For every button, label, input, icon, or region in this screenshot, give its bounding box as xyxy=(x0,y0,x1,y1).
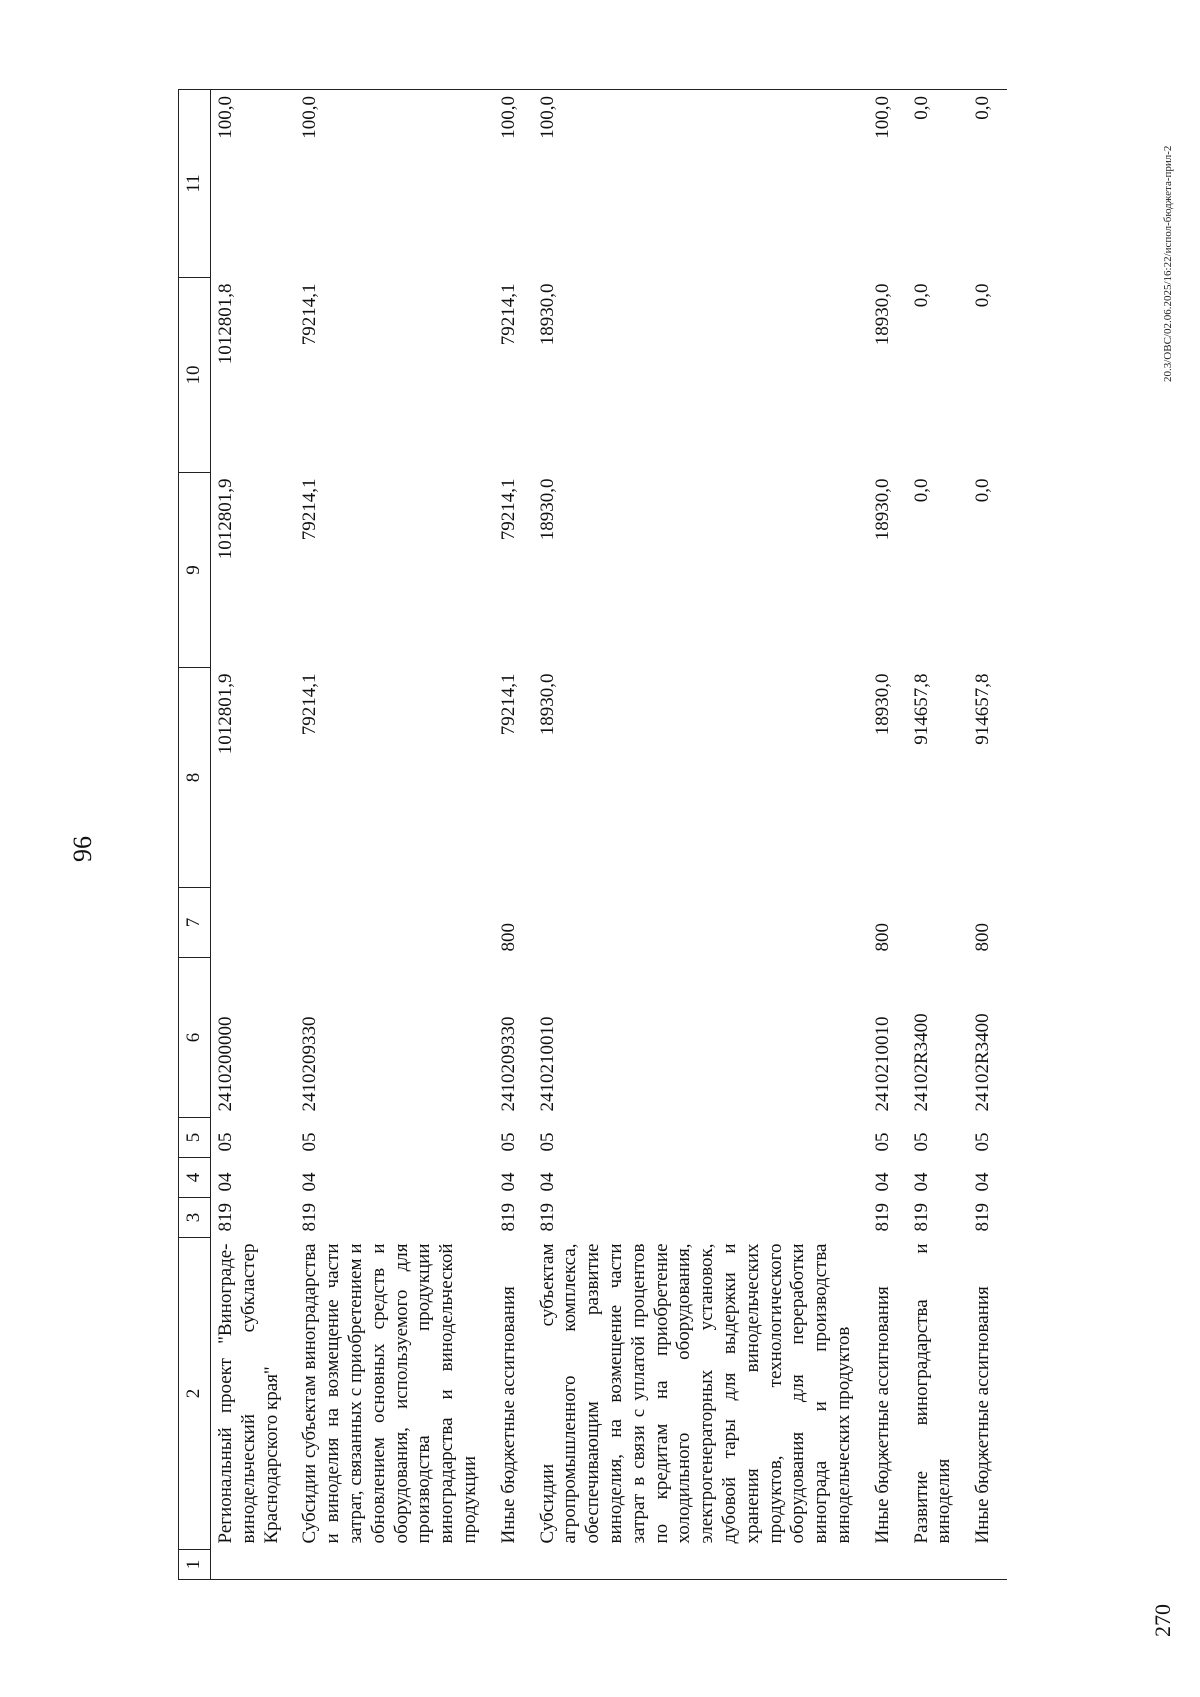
col-header: 11 xyxy=(179,90,211,278)
row-name-cell: Иные бюджетные ассигнования xyxy=(497,1286,519,1544)
expense-type-cell: 800 xyxy=(871,923,893,952)
row-number-cell xyxy=(533,1550,868,1580)
col-header: 7 xyxy=(179,888,211,958)
sheet-number: 270 xyxy=(1150,1604,1175,1637)
amount-cell: 0,0 xyxy=(910,478,932,503)
expense-type-cell xyxy=(295,888,493,958)
amount-cell: 0,0 xyxy=(972,283,994,308)
amount-cell: 18930,0 xyxy=(871,283,893,346)
col-header: 5 xyxy=(179,1118,211,1158)
page-number: 96 xyxy=(68,836,97,862)
percent-cell: 100,0 xyxy=(211,90,296,278)
row-number-cell xyxy=(211,1550,296,1580)
section-code-cell: 04 xyxy=(871,1172,893,1192)
expense-type-cell xyxy=(211,888,296,958)
table-header-row xyxy=(179,90,211,1580)
percent-cell: 100,0 xyxy=(868,90,907,278)
col-header: 6 xyxy=(179,958,211,1118)
amount-cell: 1012801,9 xyxy=(215,478,236,560)
expense-type-cell: 800 xyxy=(972,923,994,952)
ministry-code-cell: 819 xyxy=(910,1203,932,1232)
section-code-cell: 04 xyxy=(215,1172,236,1192)
row-number-cell xyxy=(868,1550,907,1580)
amount-cell: 79214,1 xyxy=(497,283,519,346)
target-article-cell: 2410200000 xyxy=(215,1016,236,1112)
row-name-cell: Развитие виноградарства и виноделия xyxy=(910,1243,955,1544)
amount-cell: 1012801,8 xyxy=(215,283,236,365)
table-row xyxy=(968,90,1007,1580)
amount-cell: 79214,1 xyxy=(299,478,321,541)
target-article-cell: 2410209330 xyxy=(497,1016,519,1112)
table-row xyxy=(211,90,296,1580)
subsection-code-cell: 05 xyxy=(910,1132,932,1152)
subsection-code-cell: 05 xyxy=(536,1132,558,1152)
ministry-code-cell: 819 xyxy=(972,1203,994,1232)
section-code-cell: 04 xyxy=(910,1172,932,1192)
row-name-cell: Субсидии субъектам агропромышленного комплекса, обеспечивающим развитие виноделия, на возмещение части затрат в связи с уплатой процентов по кредитам на приобретение холодильного оборудования, электрогенераторных установок, дубовой тары для выдержки и хранения винодельческих продуктов, технологического оборудования для переработки винограда и производства винодельческих продуктов xyxy=(536,1243,854,1544)
section-code-cell: 04 xyxy=(972,1172,994,1192)
ministry-code-cell: 819 xyxy=(497,1203,519,1232)
col-header: 2 xyxy=(179,1238,211,1550)
section-code-cell: 04 xyxy=(497,1172,519,1192)
expense-type-cell xyxy=(907,888,969,958)
row-name-cell: Иные бюджетные ассигнования xyxy=(871,1286,893,1544)
expense-type-cell: 800 xyxy=(497,923,519,952)
col-header: 9 xyxy=(179,473,211,668)
table-row xyxy=(494,90,533,1580)
footer-document-code: 20.3/OBC/02.06.2025/16:22/испол-бюджета-прил-2 xyxy=(1162,145,1174,382)
row-name-cell: Субсидии субъектам виноградарства и виноделия на возмещение части затрат, связанных с приобретением и обновлением основных средств и оборудования, используемого для производства продукции виноградарства и винодельческой продукции xyxy=(299,1243,480,1544)
row-number-cell xyxy=(494,1550,533,1580)
target-article-cell: 2410210010 xyxy=(871,1016,893,1112)
col-header: 8 xyxy=(179,668,211,888)
table-row xyxy=(295,90,493,1580)
subsection-code-cell: 05 xyxy=(972,1132,994,1152)
col-header: 10 xyxy=(179,278,211,473)
budget-table xyxy=(178,89,1007,1580)
ministry-code-cell: 819 xyxy=(536,1203,558,1232)
section-code-cell: 04 xyxy=(299,1172,321,1192)
ministry-code-cell: 819 xyxy=(215,1203,236,1232)
target-article-cell: 24102R3400 xyxy=(972,1013,994,1112)
subsection-code-cell: 05 xyxy=(497,1132,519,1152)
amount-cell: 79214,1 xyxy=(497,478,519,541)
amount-cell: 18930,0 xyxy=(536,283,558,346)
amount-cell: 18930,0 xyxy=(871,478,893,541)
ministry-code-cell: 819 xyxy=(299,1203,321,1232)
percent-cell: 100,0 xyxy=(533,90,868,278)
subsection-code-cell: 05 xyxy=(871,1132,893,1152)
table-row xyxy=(907,90,969,1580)
row-number-cell xyxy=(295,1550,493,1580)
row-number-cell xyxy=(968,1550,1007,1580)
col-header: 1 xyxy=(179,1550,211,1580)
amount-cell: 914657,8 xyxy=(910,673,932,745)
col-header: 4 xyxy=(179,1158,211,1198)
target-article-cell: 2410210010 xyxy=(536,1016,558,1112)
amount-cell: 79214,1 xyxy=(299,673,321,736)
amount-cell: 914657,8 xyxy=(972,673,994,745)
amount-cell: 79214,1 xyxy=(299,283,321,346)
percent-cell: 0,0 xyxy=(968,90,1007,278)
table-row xyxy=(533,90,868,1580)
amount-cell: 79214,1 xyxy=(497,673,519,736)
amount-cell: 0,0 xyxy=(972,478,994,503)
amount-cell: 18930,0 xyxy=(536,673,558,736)
amount-cell: 18930,0 xyxy=(536,478,558,541)
amount-cell: 1012801,9 xyxy=(215,673,236,755)
row-name-cell: Иные бюджетные ассигнования xyxy=(972,1286,994,1544)
expense-type-cell xyxy=(533,888,868,958)
col-header: 3 xyxy=(179,1198,211,1238)
section-code-cell: 04 xyxy=(536,1172,558,1192)
table-row xyxy=(868,90,907,1580)
percent-cell: 100,0 xyxy=(295,90,493,278)
amount-cell: 18930,0 xyxy=(871,673,893,736)
percent-cell: 0,0 xyxy=(907,90,969,278)
target-article-cell: 2410209330 xyxy=(299,1016,321,1112)
row-name-cell: Региональный проект "Винограде-винодельческий субкластер Краснодарского края" xyxy=(215,1243,282,1544)
percent-cell: 100,0 xyxy=(494,90,533,278)
target-article-cell: 24102R3400 xyxy=(910,1013,932,1112)
subsection-code-cell: 05 xyxy=(215,1132,236,1152)
row-number-cell xyxy=(907,1550,969,1580)
subsection-code-cell: 05 xyxy=(299,1132,321,1152)
ministry-code-cell: 819 xyxy=(871,1203,893,1232)
amount-cell: 0,0 xyxy=(910,283,932,308)
